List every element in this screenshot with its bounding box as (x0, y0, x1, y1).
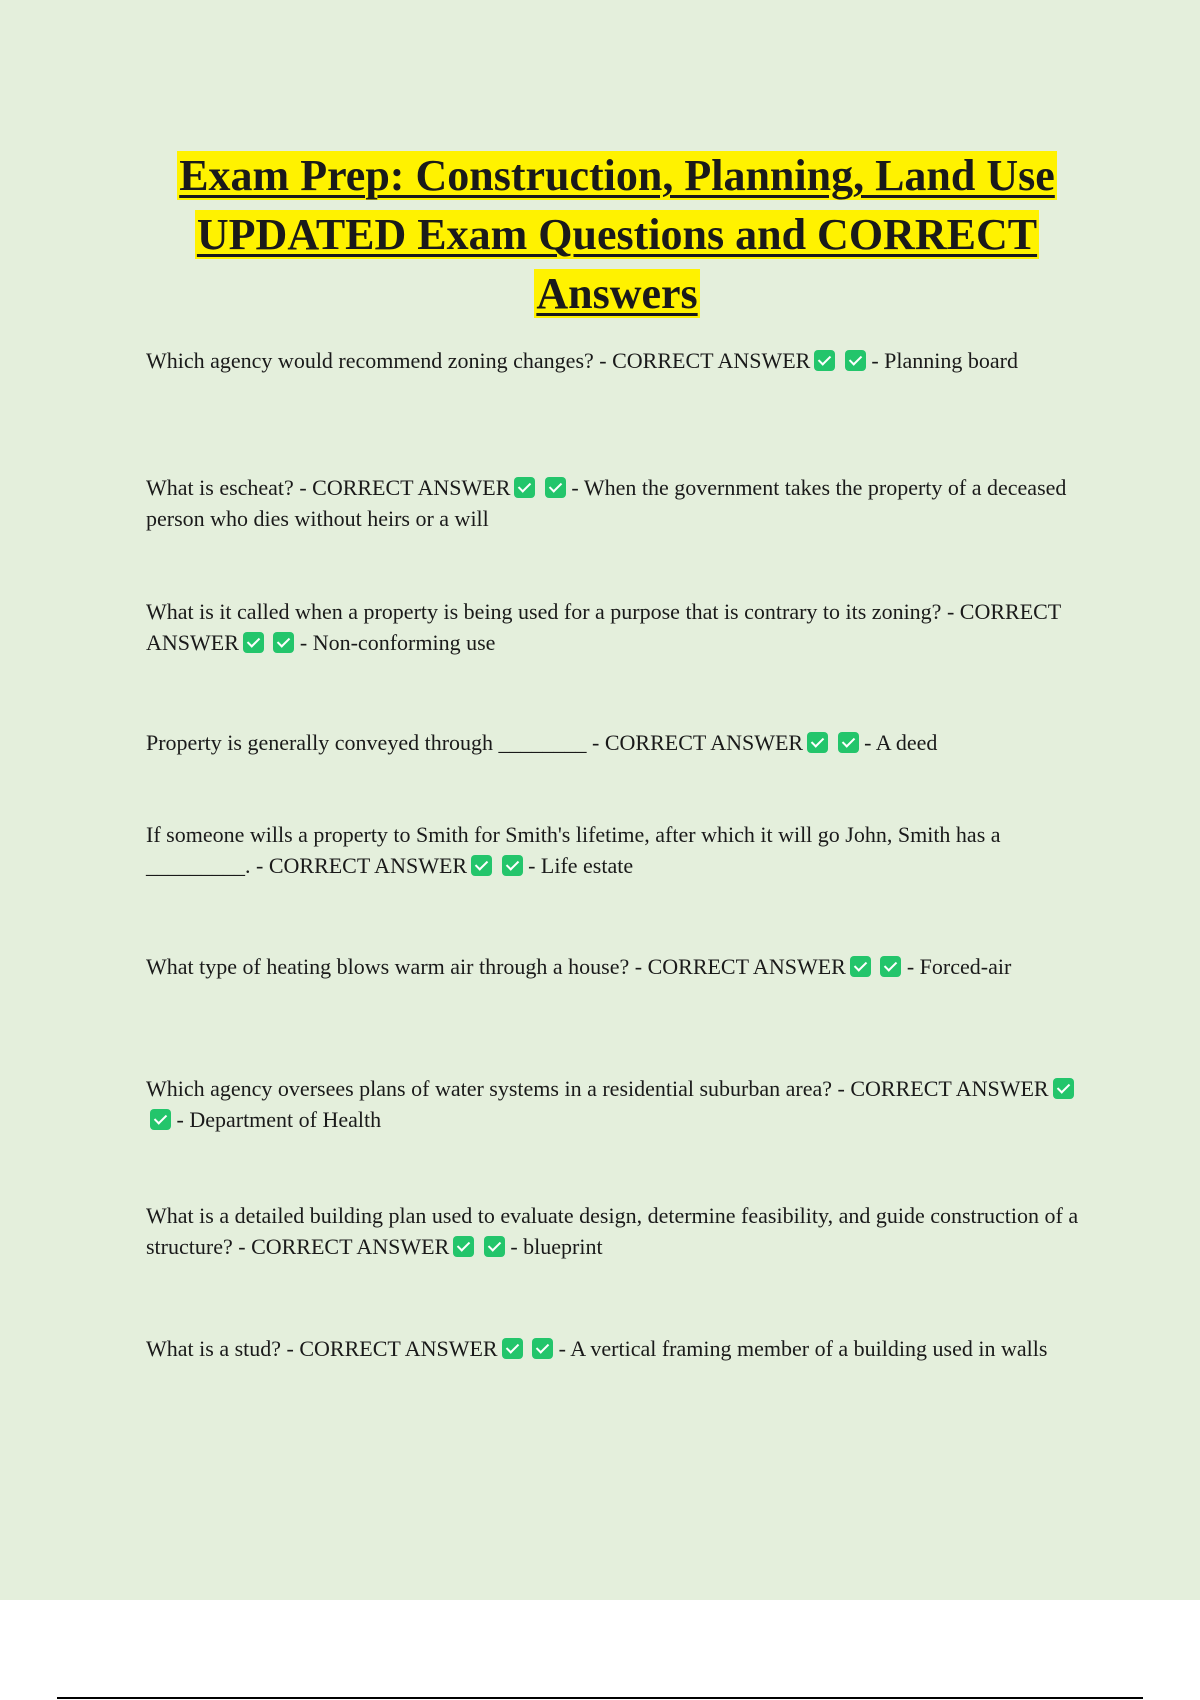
question-text: What type of heating blows warm air through a house? - (146, 954, 643, 979)
check-icon (453, 1236, 474, 1257)
answer-label: CORRECT ANSWER (268, 853, 468, 878)
question-text: Which agency oversees plans of water systems in a residential suburban area? - (146, 1076, 845, 1101)
answer-text: - blueprint (510, 1234, 603, 1259)
answer-text: - Department of Health (176, 1107, 382, 1132)
check-icon (502, 855, 523, 876)
footer-divider (57, 1697, 1143, 1699)
check-icon (545, 477, 566, 498)
qa-item (146, 472, 1086, 534)
check-icon (845, 350, 866, 371)
question-text: If someone wills a property to Smith for Smith's lifetime, after which it will go John, Smith has a _________. - (146, 822, 1001, 878)
qa-item (146, 1333, 1086, 1364)
check-icon (471, 855, 492, 876)
answer-label: CORRECT ANSWER (251, 1234, 450, 1259)
answer-text: - Planning board (871, 348, 1019, 373)
answer-label: CORRECT ANSWER (647, 954, 846, 979)
question-text: What is it called when a property is being used for a purpose that is contrary to its zoning? - (146, 599, 955, 624)
check-icon (814, 350, 835, 371)
check-icon (150, 1109, 171, 1130)
qa-item (146, 345, 1086, 376)
document-title (150, 146, 1084, 323)
qa-item (146, 819, 1086, 881)
check-icon (514, 477, 535, 498)
answer-label: CORRECT ANSWER (612, 348, 811, 373)
qa-item (146, 727, 1086, 758)
question-text: What is a detailed building plan used to evaluate design, determine feasibility, and guide construction of a structure? - (146, 1203, 1079, 1259)
check-icon (532, 1338, 553, 1359)
qa-item (146, 596, 1086, 658)
qa-item (146, 1200, 1086, 1262)
question-text: Property is generally conveyed through ________ - (146, 730, 600, 755)
qa-item (146, 951, 1086, 982)
answer-text: - Non-conforming use (299, 630, 496, 655)
check-icon (850, 956, 871, 977)
check-icon (1053, 1078, 1074, 1099)
answer-label: CORRECT ANSWER (604, 730, 804, 755)
check-icon (807, 732, 828, 753)
answer-label: CORRECT ANSWER (850, 1076, 1049, 1101)
check-icon (880, 956, 901, 977)
check-icon (838, 732, 859, 753)
question-text: What is a stud? - (146, 1336, 294, 1361)
answer-label: CORRECT ANSWER (299, 1336, 498, 1361)
qa-item (146, 1073, 1086, 1135)
check-icon (502, 1338, 523, 1359)
document-title-text: Exam Prep: Construction, Planning, Land Use UPDATED Exam Questions and CORRECT Answers (179, 151, 1055, 318)
check-icon (243, 632, 264, 653)
question-text: What is escheat? - (146, 475, 307, 500)
answer-text: - Life estate (528, 853, 634, 878)
question-text: Which agency would recommend zoning changes? - (146, 348, 607, 373)
answer-label: CORRECT ANSWER (312, 475, 511, 500)
answer-text: - A deed (864, 730, 938, 755)
answer-label: CORRECT ANSWER (146, 599, 1061, 655)
answer-text: - Forced-air (906, 954, 1012, 979)
answer-text: - When the government takes the property of a deceased person who dies without heirs or a will (146, 475, 1067, 531)
check-icon (484, 1236, 505, 1257)
answer-text: - A vertical framing member of a building used in walls (558, 1336, 1048, 1361)
check-icon (273, 632, 294, 653)
